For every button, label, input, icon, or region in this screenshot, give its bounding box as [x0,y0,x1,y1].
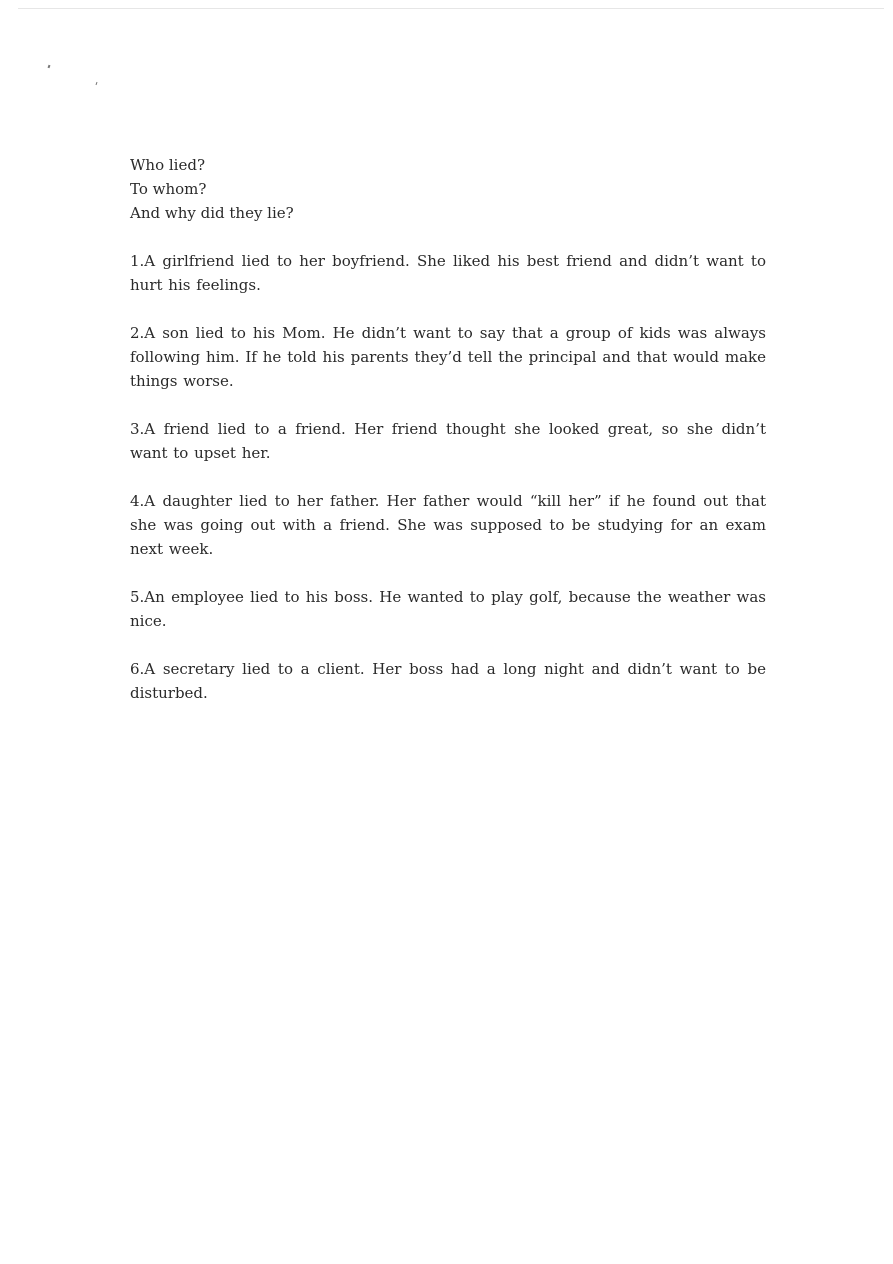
question-to-whom: To whom? [130,180,207,198]
question-why: And why did they lie? [130,204,294,222]
scenario-item: 3.A friend lied to a friend. Her friend thought she looked great, so she didn’t want to upset her. [130,420,766,462]
scenario-item: 6.A secretary lied to a client. Her boss had a long night and didn’t want to be disturbed. [130,660,766,702]
document-body [130,153,766,729]
scenario-item: 2.A son lied to his Mom. He didn’t want to say that a group of kids was always following him. If he told his parents they’d tell the principal and that would make things worse. [130,324,766,390]
question-who: Who lied? [130,156,205,174]
question-list [130,153,766,225]
scan-speck [48,65,51,69]
scenario-item: 5.An employee lied to his boss. He wanted to play golf, because the weather was nice. [130,588,766,630]
scan-edge-line [18,8,884,9]
scan-speck [96,82,98,85]
scenario-list [130,249,766,705]
scenario-item: 1.A girlfriend lied to her boyfriend. She liked his best friend and didn’t want to hurt his feelings. [130,252,766,294]
scenario-item: 4.A daughter lied to her father. Her father would “kill her” if he found out that she was going out with a friend. She was supposed to be studying for an exam next week. [130,492,766,558]
